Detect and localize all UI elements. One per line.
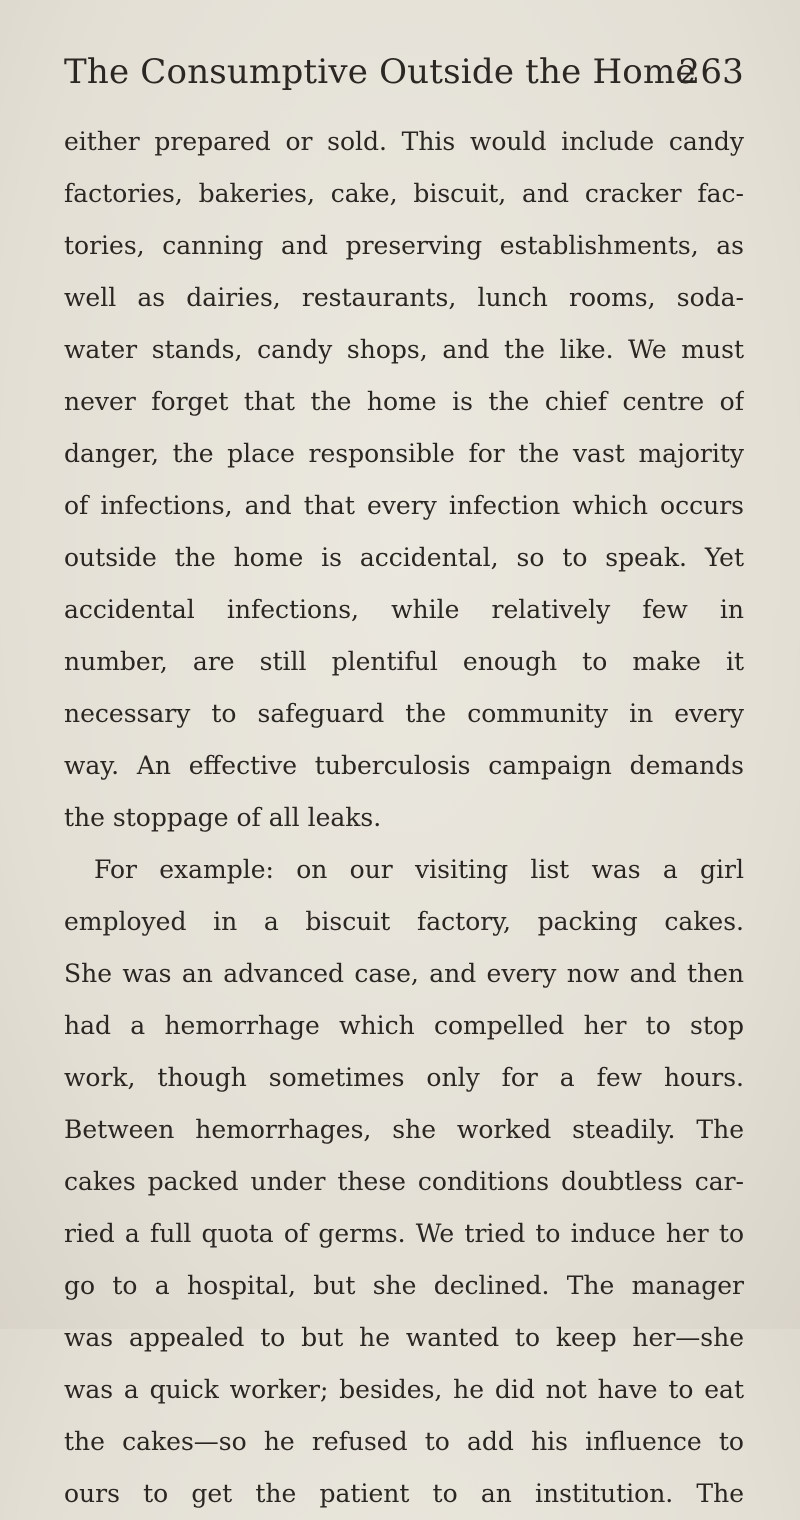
text-line: was a quick worker; besides, he did not have to eat — [64, 1375, 744, 1404]
running-title: The Consumptive Outside the Home — [64, 52, 696, 92]
paragraph-start-line: For example: on our visiting list was a girl — [94, 855, 744, 884]
text-line: the cakes—so he refused to add his influence to — [64, 1427, 744, 1456]
text-line: danger, the place responsible for the vast majority — [64, 439, 744, 468]
text-line: accidental infections, while relatively few in — [64, 595, 744, 624]
page-number: 263 — [678, 52, 744, 92]
text-line: way. An effective tuberculosis campaign demands — [64, 751, 744, 780]
running-head — [64, 44, 744, 100]
text-line: was appealed to but he wanted to keep her—she — [64, 1323, 744, 1352]
text-line: had a hemorrhage which compelled her to stop — [64, 1011, 744, 1040]
text-line: She was an advanced case, and every now and then — [64, 959, 744, 988]
text-line: outside the home is accidental, so to speak. Yet — [64, 543, 744, 572]
text-line: well as dairies, restaurants, lunch rooms, soda- — [64, 283, 744, 312]
text-line: ours to get the patient to an institution. The — [64, 1479, 744, 1508]
text-line: Between hemorrhages, she worked steadily. The — [64, 1115, 744, 1144]
text-line: number, are still plentiful enough to make it — [64, 647, 744, 676]
text-line: necessary to safeguard the community in every — [64, 699, 744, 728]
text-line: cakes packed under these conditions doubtless car- — [64, 1167, 744, 1196]
text-line: factories, bakeries, cake, biscuit, and cracker fac- — [64, 179, 744, 208]
text-line: ried a full quota of germs. We tried to induce her to — [64, 1219, 744, 1248]
text-line: tories, canning and preserving establishments, as — [64, 231, 744, 260]
paragraph-end-line: the stoppage of all leaks. — [64, 803, 382, 832]
text-line: employed in a biscuit factory, packing cakes. — [64, 907, 744, 936]
text-line: go to a hospital, but she declined. The manager — [64, 1271, 744, 1300]
body-text — [64, 116, 744, 1520]
text-line: water stands, candy shops, and the like. We must — [64, 335, 744, 364]
text-line: either prepared or sold. This would include candy — [64, 127, 744, 156]
text-line: never forget that the home is the chief centre of — [64, 387, 744, 416]
text-line: of infections, and that every infection which occurs — [64, 491, 744, 520]
text-line: work, though sometimes only for a few hours. — [64, 1063, 744, 1092]
